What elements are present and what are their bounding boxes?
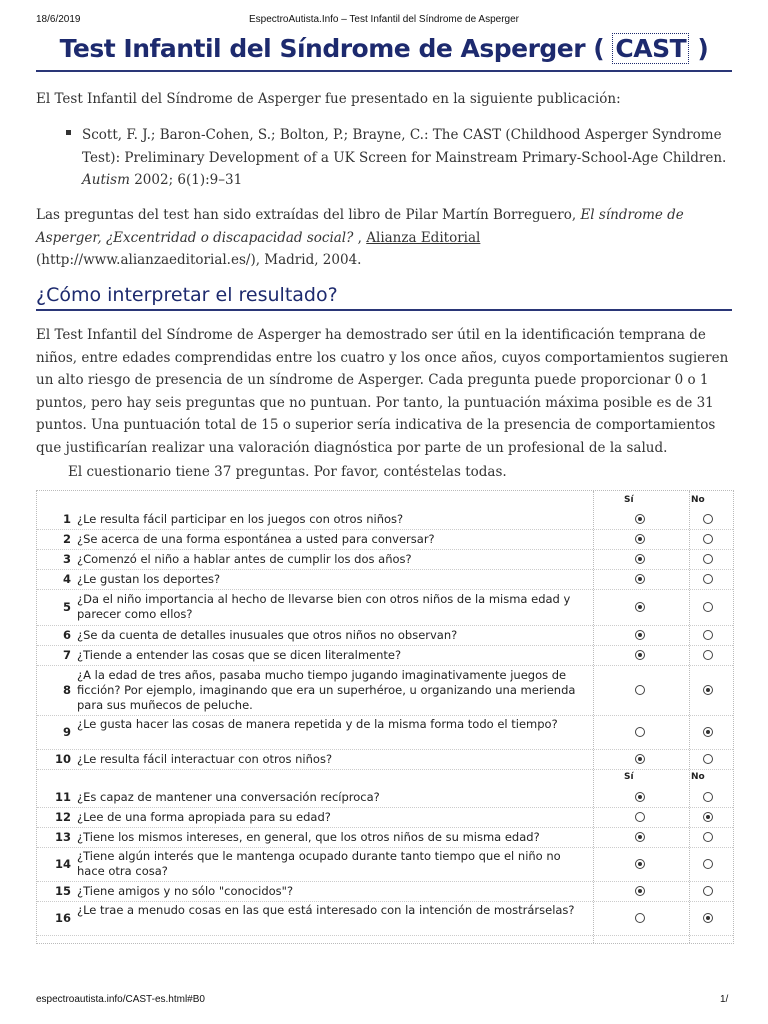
yes-radio[interactable] — [635, 514, 645, 524]
question-number: 4 — [62, 571, 71, 586]
no-radio[interactable] — [703, 650, 713, 660]
question-number: 16 — [54, 910, 71, 925]
yes-radio[interactable] — [635, 574, 645, 584]
source-before: Las preguntas del test han sido extraídas del libro de Pilar Martín Borreguero, — [36, 207, 581, 223]
yes-header: Sí — [624, 495, 634, 505]
no-radio[interactable] — [703, 913, 713, 923]
yes-radio[interactable] — [635, 602, 645, 612]
page-number: 1/ — [720, 994, 729, 1005]
reference-journal: Autism — [82, 172, 130, 188]
table-row — [37, 827, 733, 848]
table-row — [37, 665, 733, 716]
no-radio[interactable] — [703, 727, 713, 737]
question-number: 10 — [54, 751, 71, 766]
no-header-repeat: No — [691, 772, 705, 782]
source-paragraph — [36, 204, 732, 272]
table-row — [37, 787, 733, 808]
questionnaire-table — [36, 490, 734, 944]
no-radio[interactable] — [703, 630, 713, 640]
page-title — [36, 34, 732, 63]
title-main: Test Infantil del Síndrome de Asperger ( — [59, 34, 613, 63]
no-header: No — [691, 495, 705, 505]
no-radio[interactable] — [703, 832, 713, 842]
question-text: ¿Comenzó el niño a hablar antes de cumplir los dos años? — [77, 551, 412, 566]
question-text: ¿Le gustan los deportes? — [77, 571, 221, 586]
table-row — [37, 549, 733, 570]
question-text: ¿A la edad de tres años, pasaba mucho tiempo jugando imaginativamente juegos de ficción? Por ejemplo, imaginando que era un superhéroe, u organizando una merienda para sus muñecos de peluche. — [77, 667, 576, 712]
table-row — [37, 901, 733, 936]
yes-radio[interactable] — [635, 650, 645, 660]
interpretation-paragraph: El Test Infantil del Síndrome de Asperger ha demostrado ser útil en la identificación temprana de niños, entre edades comprendidas entre los cuatro y los once años, cuyos comportamientos sugieren un alto riesgo de presencia de un síndrome de Asperger. Cada pregunta puede proporcionar 0 o 1 puntos, pero hay seis preguntas que no puntuan. Por tanto, la puntuación máxima posible es de 31 puntos. Una puntuación total de 15 o superior sería indicativa de la presencia de comportamientos que justificarían realizar una valoración diagnóstica por parte de un profesional de la salud. — [36, 327, 729, 456]
no-radio[interactable] — [703, 534, 713, 544]
yes-radio[interactable] — [635, 554, 645, 564]
question-text: ¿Le resulta fácil interactuar con otros niños? — [77, 751, 333, 766]
question-text: ¿Tiene algún interés que le mantenga ocupado durante tanto tiempo que el niño no hace otra cosa? — [77, 849, 561, 878]
title-rule — [36, 70, 732, 72]
yes-radio[interactable] — [635, 534, 645, 544]
table-row — [37, 881, 733, 902]
no-radio[interactable] — [703, 754, 713, 764]
question-text: ¿Le gusta hacer las cosas de manera repetida y de la misma forma todo el tiempo? — [77, 717, 558, 731]
question-number: 13 — [54, 829, 71, 844]
publisher-link[interactable]: Alianza Editorial — [366, 229, 481, 246]
print-header — [0, 10, 768, 26]
reference-text: Scott, F. J.; Baron-Cohen, S.; Bolton, P.; Brayne, C.: The CAST (Childhood Asperger Syndrome Test): Preliminary Development of a UK Screen for Mainstream Primary-School-Age Children. — [82, 127, 727, 166]
yes-radio[interactable] — [635, 685, 645, 695]
no-radio[interactable] — [703, 859, 713, 869]
no-radio[interactable] — [703, 886, 713, 896]
question-number: 15 — [54, 883, 71, 898]
table-row — [37, 807, 733, 828]
yes-radio[interactable] — [635, 812, 645, 822]
question-text: ¿Es capaz de mantener una conversación recíproca? — [77, 789, 380, 804]
instructions-text: El cuestionario tiene 37 preguntas. Por favor, contéstelas todas. — [68, 464, 507, 480]
no-radio[interactable] — [703, 514, 713, 524]
table-row — [37, 645, 733, 666]
no-radio[interactable] — [703, 685, 713, 695]
bullet-icon — [66, 130, 71, 135]
no-radio[interactable] — [703, 574, 713, 584]
section-rule — [36, 309, 732, 311]
reference-details: 2002; 6(1):9–31 — [129, 172, 243, 188]
yes-header-repeat: Sí — [624, 772, 634, 782]
print-date: 18/6/2019 — [36, 14, 81, 25]
question-number: 3 — [62, 551, 71, 566]
intro-paragraph: El Test Infantil del Síndrome de Asperger fue presentado en la siguiente publicación: — [36, 91, 621, 107]
table-row — [37, 847, 733, 882]
question-number: 14 — [54, 856, 71, 871]
table-row — [37, 509, 733, 530]
yes-radio[interactable] — [635, 832, 645, 842]
yes-radio[interactable] — [635, 886, 645, 896]
table-row — [37, 589, 733, 626]
reference-item — [82, 124, 732, 192]
question-number: 11 — [54, 789, 71, 804]
question-text: ¿Tiene amigos y no sólo "conocidos"? — [77, 883, 294, 898]
question-text: ¿Lee de una forma apropiada para su edad? — [77, 809, 331, 824]
question-number: 7 — [62, 647, 71, 662]
question-number: 9 — [62, 724, 71, 739]
question-number: 12 — [54, 809, 71, 824]
source-sep: , — [353, 229, 367, 246]
question-text: ¿Se da cuenta de detalles inusuales que otros niños no observan? — [77, 627, 458, 642]
question-text: ¿Le resulta fácil participar en los juegos con otros niños? — [77, 511, 404, 526]
yes-radio[interactable] — [635, 727, 645, 737]
question-text: ¿Se acerca de una forma espontánea a usted para conversar? — [77, 531, 435, 546]
source-book: El síndrome de Asperger, ¿Excentridad o discapacidad social? — [36, 207, 684, 246]
source-after: (http://www.alianzaeditorial.es/), Madrid, 2004. — [36, 252, 362, 268]
question-text: ¿Le trae a menudo cosas en las que está interesado con la intención de mostrárselas? — [77, 903, 575, 917]
no-radio[interactable] — [703, 812, 713, 822]
yes-radio[interactable] — [635, 792, 645, 802]
question-text: ¿Tiende a entender las cosas que se dicen literalmente? — [77, 647, 402, 662]
question-number: 5 — [62, 599, 71, 614]
section-heading: ¿Cómo interpretar el resultado? — [36, 284, 338, 306]
question-number: 8 — [62, 682, 71, 697]
yes-radio[interactable] — [635, 630, 645, 640]
no-radio[interactable] — [703, 602, 713, 612]
table-row — [37, 625, 733, 646]
no-radio[interactable] — [703, 792, 713, 802]
yes-radio[interactable] — [635, 859, 645, 869]
yes-radio[interactable] — [635, 754, 645, 764]
table-row — [37, 529, 733, 550]
title-cast: CAST — [612, 33, 689, 64]
yes-radio[interactable] — [635, 913, 645, 923]
title-end: ) — [689, 34, 709, 63]
question-number: 2 — [62, 531, 71, 546]
question-text: ¿Da el niño importancia al hecho de llevarse bien con otros niños de la misma edad y parecer como ellos? — [77, 592, 571, 621]
table-row — [37, 715, 733, 750]
footer-url: espectroautista.info/CAST-es.html#B0 — [36, 994, 205, 1005]
table-row — [37, 749, 733, 770]
no-radio[interactable] — [703, 554, 713, 564]
print-page-title: EspectroAutista.Info – Test Infantil del Síndrome de Asperger — [249, 14, 519, 25]
question-number: 6 — [62, 627, 71, 642]
table-row — [37, 569, 733, 590]
question-text: ¿Tiene los mismos intereses, en general, que los otros niños de su misma edad? — [77, 829, 540, 844]
question-number: 1 — [62, 511, 71, 526]
